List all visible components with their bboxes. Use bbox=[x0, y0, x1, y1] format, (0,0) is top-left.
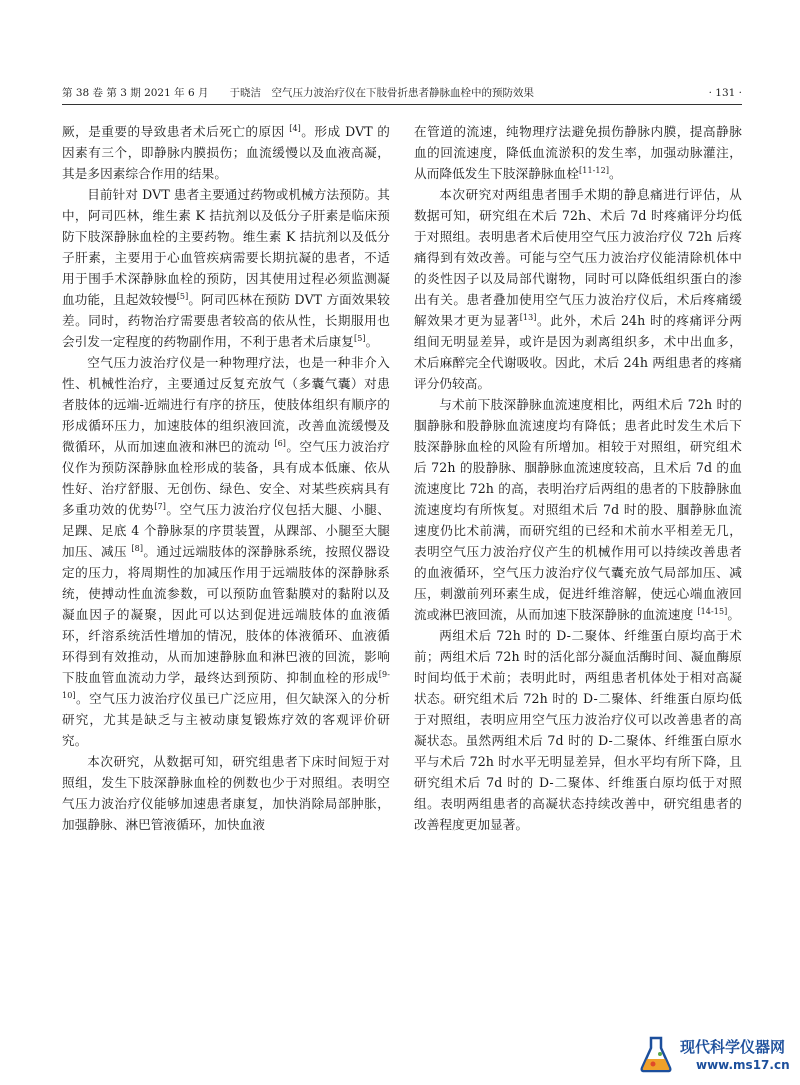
paragraph: 在管道的流速，纯物理疗法避免损伤静脉内膜，提高静脉血的回流速度，降低血流淤积的发生率，加强动脉灌注，从而降低发生下肢深静脉血栓[11-12]。 bbox=[414, 124, 742, 181]
citation: [5] bbox=[176, 291, 189, 301]
page-number: · 131 · bbox=[708, 87, 742, 99]
citation: [5] bbox=[353, 333, 366, 343]
paragraph: 本次研究对两组患者围手术期的静息痛进行评估，从数据可知，研究组在术后 72h、术后 7d 时疼痛评分均低于对照组。表明患者术后使用空气压力波治疗仪 72h 后疼痛得到有效改善。可能与空气压力波治疗仪能清除机体中的炎性因子以及局部代谢物，同时可以降低组织蛋白的渗出有关。患者叠加使用空气压力波治疗仪后，术后疼痛缓解效果才更为显著[13]。此外，术后 24h 时的疼痛评分两组间无明显差异，或许是因为剥离组织多，术中出血多，术后麻醉完全代谢吸收。因此，术后 24h 两组患者的疼痛评分仍较高。 bbox=[414, 187, 742, 391]
citation: [14-15] bbox=[697, 606, 728, 616]
flask-logo-icon bbox=[636, 1034, 676, 1074]
citation: [8] bbox=[131, 543, 144, 553]
watermark-name: 现代科学仪器网 bbox=[680, 1038, 786, 1056]
paragraph: 两组术后 72h 时的 D-二聚体、纤维蛋白原均高于术前；两组术后 72h 时的活化部分凝血活酶时间、凝血酶原时间均低于术前；表明此时，两组患者机体处于相对高凝状态。研究组术后 72h 时的 D-二聚体、纤维蛋白原均低于对照组，表明应用空气压力波治疗仪可以改善患者的高凝状态。虽然两组术后 7d 时的 D-二聚体、纤维蛋白原水平与术后 72h 时水平无明显差异，但水平均有所下降，且研究组术后 7d 时的 D-二聚体、纤维蛋白原均低于对照组。表明两组患者的高凝状态持续改善中，研究组患者的改善程度更加显著。 bbox=[414, 628, 742, 832]
running-header bbox=[62, 84, 742, 102]
citation: [11-12] bbox=[579, 165, 610, 175]
citation: [13] bbox=[519, 312, 537, 322]
paragraph: 厥，是重要的导致患者术后死亡的原因 [4]。形成 DVT 的因素有三个，即静脉内膜损伤；血流缓慢以及血液高凝，其是多因素综合作用的结果。 bbox=[62, 123, 390, 181]
paragraph: 空气压力波治疗仪是一种物理疗法，也是一种非介入性、机械性治疗，主要通过反复充放气（多囊气囊）对患者肢体的远端-近端进行有序的挤压，使肢体组织有顺序的形成循环压力，加速肢体的组织液回流，改善血流缓慢及微循环，从而加速血液和淋巴的流动 [6]。空气压力波治疗仪作为预防深静脉血栓形成的装备，具有成本低廉、依从性好、治疗舒服、无创伤、绿色、安全、对某些疾病具有多重功效的优势[7]。空气压力波治疗仪包括大腿、小腿、足踝、足底 4 个静脉泵的序贯装置，从踝部、小腿至大腿加压、减压 [8]。通过远端肢体的深静脉系统，按照仪器设定的压力，将周期性的加减压作用于远端肢体的深静脉系统，使搏动性血流参数，可以预防血管黏膜对的黏附以及凝血因子的凝聚，因此可以达到促进远端肢体的血液循环，纤溶系统活性增加的情况，肢体的体液循环、血液循环得到有效推动，从而加速静脉血和淋巴液的回流，影响下肢血管血流动力学，最终达到预防、抑制血栓的形成[9-10]。空气压力波治疗仪虽已广泛应用，但欠缺深入的分析研究，尤其是缺乏与主被动康复锻炼疗效的客观评价研究。 bbox=[62, 355, 391, 748]
watermark-url: www.ms17.cn bbox=[696, 1058, 790, 1072]
header-rule bbox=[62, 104, 742, 105]
journal-issue: 第 38 卷 第 3 期 2021 年 6 月 于晓洁 空气压力波治疗仪在下肢骨折患者静脉血栓中的预防效果 bbox=[62, 87, 534, 99]
citation: [7] bbox=[154, 501, 166, 511]
paragraph: 与术前下肢深静脉血流速度相比，两组术后 72h 时的腘静脉和股静脉血流速度均有降低；患者此时发生术后下肢深静脉血栓的风险有所增加。相较于对照组，研究组术后 72h 的股静脉、腘静脉血流速度较高，且术后 7d 的血流速度比 72h 的高，表明治疗后两组的患者的下肢静脉血流速度均有所恢复。对照组术后 7d 时的股、腘静脉血流速度仍比术前满，而研究组的已经和术前水平相差无几，表明空气压力波治疗仪产生的机械作用可以持续改善患者的血液循环，空气压力波治疗仪气囊充放气局部加压、减压，刺激前列环素生成，促进纤维溶解，使远心端血液回流或淋巴液回流，从而加速下肢深静脉的血流速度 [14-15]。 bbox=[414, 397, 742, 622]
citation: [4] bbox=[289, 123, 301, 133]
watermark-logo bbox=[636, 1030, 796, 1080]
running-title: 于晓洁 空气压力波治疗仪在下肢骨折患者静脉血栓中的预防效果 bbox=[229, 87, 534, 99]
citation: [6] bbox=[274, 438, 287, 448]
citation: [9-10] bbox=[62, 669, 390, 700]
left-column bbox=[62, 121, 390, 835]
paragraph: 本次研究，从数据可知，研究组患者下床时间短于对照组，发生下肢深静脉血栓的例数也少于对照组。表明空气压力波治疗仪能够加速患者康复，加快消除局部肿胀，加强静脉、淋巴管液循环，加快血液 bbox=[62, 754, 390, 832]
right-column bbox=[414, 121, 742, 835]
paragraph: 目前针对 DVT 患者主要通过药物或机械方法预防。其中，阿司匹林，维生素 K 拮抗剂以及低分子肝素是临床预防下肢深静脉血栓的主要药物。维生素 K 拮抗剂以及低分子肝素，主要用于心血管疾病需要长期抗凝的患者，不适用于围手术深静脉血栓的预防，因其使用过程必须监测凝血功能，且起效较慢[5]。阿司匹林在预防 DVT 方面效果较差。同时，药物治疗需要患者较高的依从性，长期服用也会引发一定程度的药物副作用，不利于患者术后康复[5]。 bbox=[62, 187, 390, 349]
